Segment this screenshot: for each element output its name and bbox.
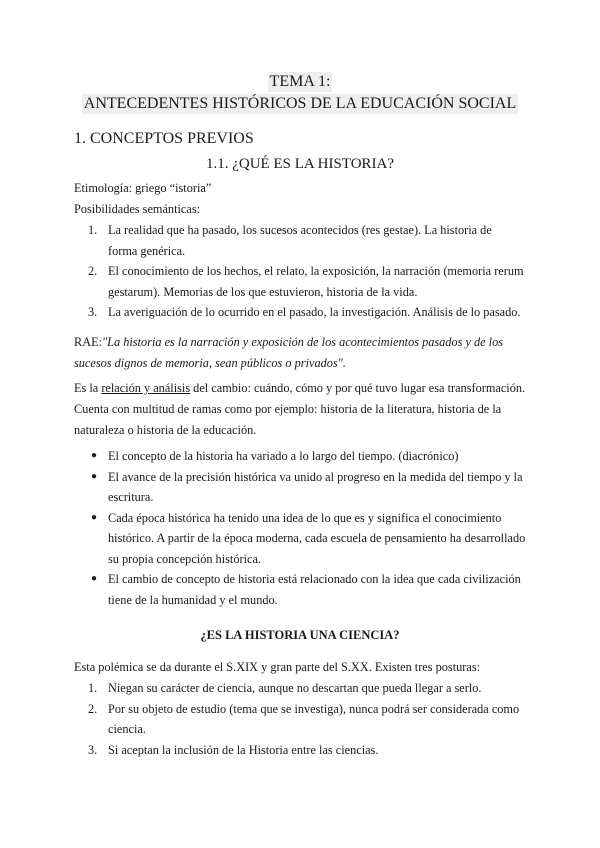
rae-definition [74, 332, 526, 374]
postures-list [74, 678, 524, 760]
list-item [74, 220, 524, 261]
section-heading: 1. CONCEPTOS PREVIOS [74, 130, 254, 147]
bullet-text: Cada época histórica ha tenido una idea de lo que es y significa el conocimiento histórico. A partir de la época moderna, cada escuela de pensamiento ha desarrollado su propia concepción histórica. [108, 510, 526, 566]
bullet-icon: ● [91, 470, 98, 482]
para-post: del cambio: cuándo, cómo y por qué tuvo lugar esa transformación. Cuenta con multitud de ramas como por ejemplo: historia de la literatura, historia de la naturaleza o historia de la educación. [74, 381, 526, 437]
subsection-heading: 1.1. ¿QUÉ ES LA HISTORIA? [205, 156, 395, 172]
para-underlined: relación y análisis [101, 381, 191, 395]
history-bullets [74, 446, 526, 610]
document-title: ANTECEDENTES HISTÓRICOS DE LA EDUCACIÓN SOCIAL [83, 95, 517, 112]
history-paragraph [74, 378, 526, 441]
tema-label: TEMA 1: [269, 73, 331, 90]
list-item [74, 261, 524, 302]
list-item [74, 569, 526, 610]
list-item [74, 508, 526, 570]
bullet-text: El cambio de concepto de historia está relacionado con la idea que cada civilización tiene de la humanidad y el mundo. [108, 572, 521, 607]
list-number: 1. [88, 223, 98, 237]
rae-quote: "La historia es la narración y exposición de los acontecimientos pasados y de los sucesos dignos de memoria, sean públicos o privados". [74, 335, 504, 370]
list-text: Si aceptan la inclusión de la Historia entre las ciencias. [108, 742, 379, 757]
list-item [74, 302, 524, 323]
rae-label: RAE: [74, 335, 103, 349]
list-text: La averiguación de lo ocurrido en el pasado, la investigación. Análisis de lo pasado. [108, 305, 521, 319]
etimologia-line: Etimología: griego “istoria” [74, 181, 212, 195]
semantic-list [74, 220, 524, 323]
list-text: El conocimiento de los hechos, el relato, la exposición, la narración (memoria rerum gestarum). Memorias de los que estuvieron, historia de la vida. [108, 264, 524, 299]
list-number: 3. [88, 305, 98, 319]
list-text: Por su objeto de estudio (tema que se investiga), nunca podrá ser considerada como ciencia. [108, 701, 520, 736]
list-number: 2. [88, 701, 98, 716]
bullet-icon: ● [91, 450, 98, 461]
science-intro: Esta polémica se da durante el S.XIX y gran parte del S.XX. Existen tres posturas: [74, 660, 481, 674]
list-text: Niegan su carácter de ciencia, aunque no descartan que pueda llegar a serlo. [108, 681, 482, 695]
posibilidades-line: Posibilidades semánticas: [74, 202, 201, 216]
list-number: 2. [88, 264, 98, 278]
list-number: 3. [88, 742, 98, 757]
bullet-text: El concepto de la historia ha variado a lo largo del tiempo. (diacrónico) [108, 449, 459, 463]
bullet-icon: ● [91, 573, 98, 584]
list-number: 1. [88, 681, 98, 695]
list-item [74, 467, 526, 508]
list-item [74, 699, 524, 740]
list-text: La realidad que ha pasado, los sucesos acontecidos (res gestae). La historia de forma genérica. [108, 223, 492, 258]
list-item [74, 446, 526, 467]
list-item [74, 678, 524, 699]
para-pre: Es la [74, 381, 102, 395]
bullet-icon: ● [91, 511, 98, 523]
list-item [74, 740, 524, 761]
title-block [0, 72, 600, 114]
bullet-text: El avance de la precisión histórica va unido al progreso en la medida del tiempo y la escritura. [108, 469, 523, 504]
science-heading: ¿ES LA HISTORIA UNA CIENCIA? [200, 628, 400, 642]
